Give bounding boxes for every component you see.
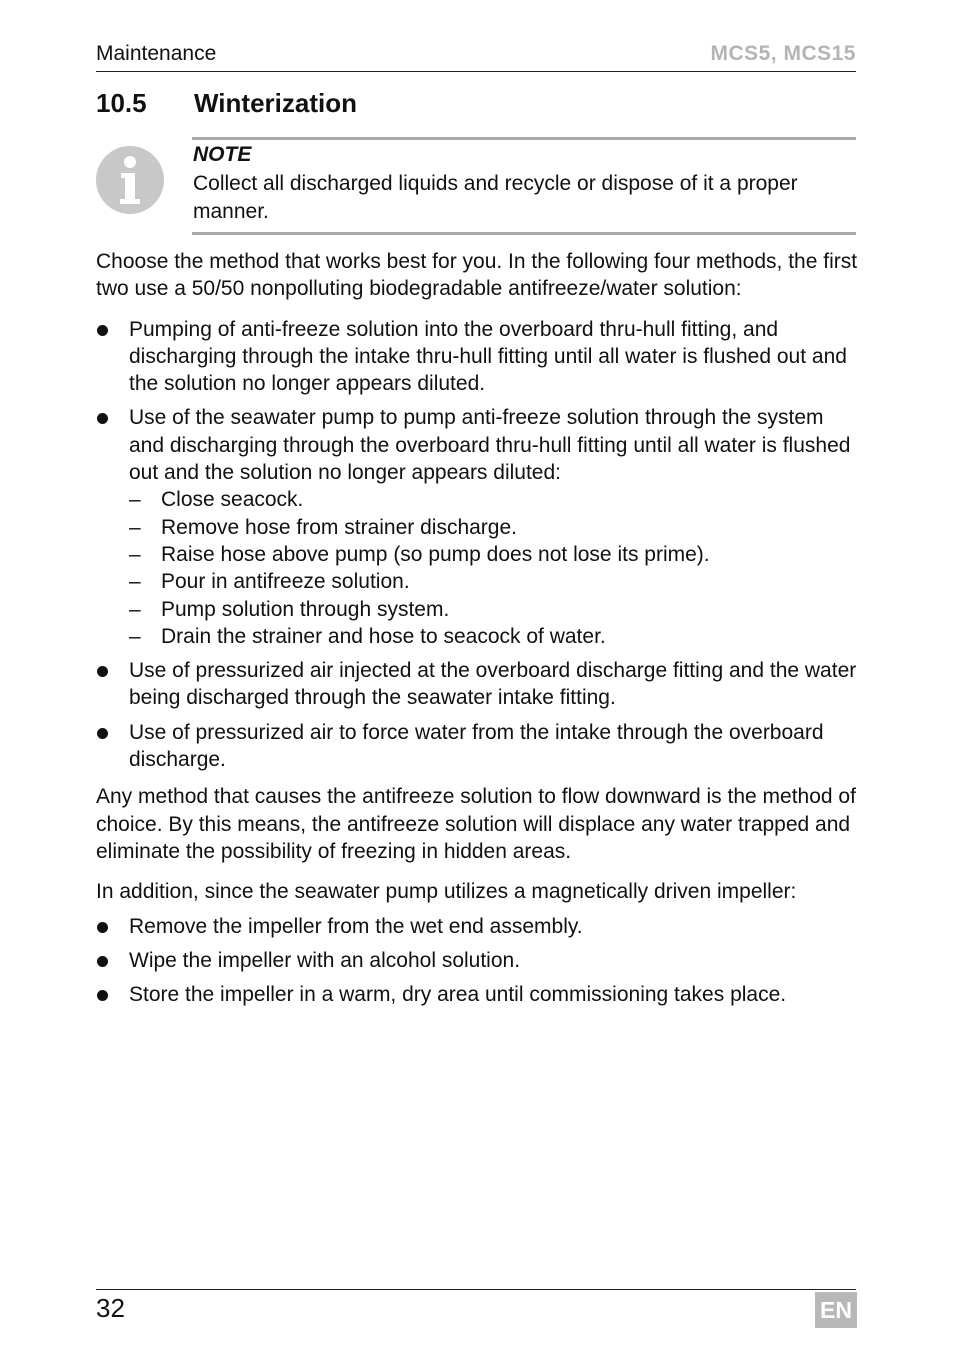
list-item-text: Remove the impeller from the wet end assembly. bbox=[129, 914, 583, 938]
section-title: Winterization bbox=[194, 88, 357, 118]
bullet-icon bbox=[97, 666, 108, 677]
language-badge: EN bbox=[815, 1292, 857, 1328]
note-top-rule bbox=[192, 137, 856, 140]
bullet-icon bbox=[97, 990, 108, 1001]
note-bottom-rule bbox=[192, 232, 856, 235]
bullet-icon bbox=[97, 922, 108, 933]
dash-icon: – bbox=[129, 570, 141, 594]
info-icon bbox=[96, 146, 164, 214]
step-text: Raise hose above pump (so pump does not lose its prime). bbox=[161, 542, 710, 566]
step-text: Pour in antifreeze solution. bbox=[161, 570, 410, 594]
step-text: Pump solution through system. bbox=[161, 597, 450, 621]
impeller-paragraph: In addition, since the seawater pump utilizes a magnetically driven impeller: bbox=[96, 880, 797, 904]
running-header-section: Maintenance bbox=[96, 42, 217, 65]
dash-icon: – bbox=[129, 624, 141, 648]
step-item bbox=[129, 568, 858, 595]
note-text: Collect all discharged liquids and recycle or dispose of it a proper manner. bbox=[193, 172, 798, 223]
bullet-icon bbox=[97, 325, 108, 336]
dash-icon: – bbox=[129, 488, 141, 512]
impeller-list bbox=[96, 913, 858, 1009]
method-list bbox=[96, 316, 858, 774]
intro-paragraph: Choose the method that works best for you. In the following four methods, the first two use a 50/50 nonpolluting biodegradable antifreeze/water solution: bbox=[96, 250, 858, 301]
list-item bbox=[96, 947, 858, 974]
header-divider bbox=[96, 71, 856, 72]
list-item bbox=[96, 981, 858, 1008]
bullet-icon bbox=[97, 728, 108, 739]
note-label: NOTE bbox=[193, 143, 252, 166]
step-item bbox=[129, 486, 858, 513]
bullet-icon bbox=[97, 413, 108, 424]
section-number: 10.5 bbox=[96, 88, 147, 118]
running-header-model: MCS5, MCS15 bbox=[710, 42, 856, 65]
step-list bbox=[129, 486, 858, 650]
step-item bbox=[129, 623, 858, 650]
step-text: Close seacock. bbox=[161, 488, 304, 512]
step-text: Remove hose from strainer discharge. bbox=[161, 515, 517, 539]
dash-icon: – bbox=[129, 597, 141, 621]
list-item bbox=[96, 719, 858, 774]
list-item-text: Pumping of anti-freeze solution into the overboard thru-hull fitting, and discharging through the intake thru-hull fitting until all water is flushed out and the solution no longer appears diluted. bbox=[129, 317, 847, 396]
list-item-text: Use of the seawater pump to pump anti-freeze solution through the system and discharging through the overboard thru-hull fitting until all water is flushed out and the solution no longer appears diluted: bbox=[129, 406, 851, 485]
page-number: 32 bbox=[96, 1293, 125, 1323]
dash-icon: – bbox=[129, 542, 141, 566]
list-item-text: Use of pressurized air to force water from the intake through the overboard discharge. bbox=[129, 720, 824, 772]
dash-icon: – bbox=[129, 515, 141, 539]
body-content bbox=[96, 248, 858, 1018]
section-heading bbox=[96, 88, 357, 119]
list-item bbox=[96, 316, 858, 398]
step-item bbox=[129, 596, 858, 623]
downward-paragraph: Any method that causes the antifreeze solution to flow downward is the method of choice. By this means, the antifreeze solution will displace any water trapped and eliminate the possibility of freezing in hidden areas. bbox=[96, 785, 856, 863]
footer-divider bbox=[96, 1289, 856, 1290]
list-item bbox=[96, 657, 858, 712]
list-item bbox=[96, 913, 858, 940]
list-item-text: Store the impeller in a warm, dry area until commissioning takes place. bbox=[129, 983, 787, 1007]
list-item bbox=[96, 404, 858, 650]
list-item-text: Wipe the impeller with an alcohol solution. bbox=[129, 948, 521, 972]
step-item bbox=[129, 514, 858, 541]
list-item-text: Use of pressurized air injected at the overboard discharge fitting and the water being discharged through the seawater intake fitting. bbox=[129, 659, 857, 710]
step-text: Drain the strainer and hose to seacock of water. bbox=[161, 624, 606, 648]
step-item bbox=[129, 541, 858, 568]
bullet-icon bbox=[97, 956, 108, 967]
